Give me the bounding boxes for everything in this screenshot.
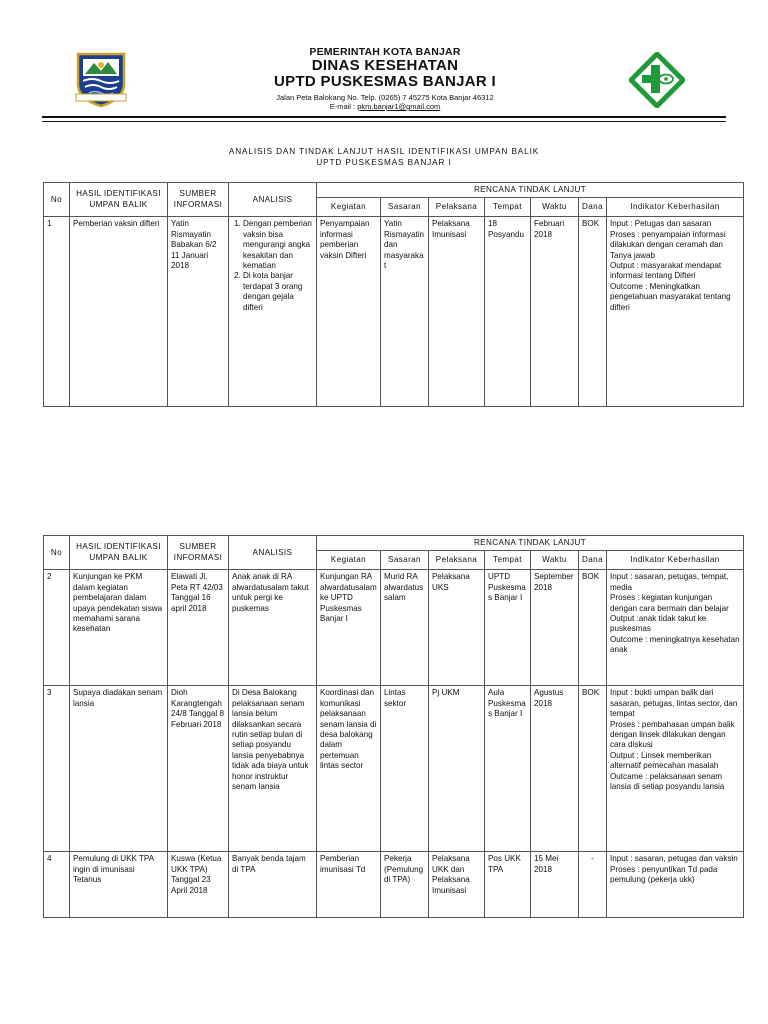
col-sasaran: Sasaran xyxy=(381,198,429,217)
col-dana: Dana xyxy=(579,551,607,570)
cell-indikator: Input : bukti umpan balik dari sasaran, petugas, lintas sector, dan tempat Proses : pembahasan umpan balik dengan linsek dilakukan dengan cara diskusi Output : Linsek memberikan alternatif pemecahan masalah Outcame : pelaksanaan senam lansia di setiap posyandu lansia xyxy=(607,686,744,852)
header-email-line xyxy=(230,102,540,111)
cell-waktu: September 2018 xyxy=(531,570,579,686)
col-dana: Dana xyxy=(579,198,607,217)
cell-tempat: UPTD Puskesmas Banjar I xyxy=(485,570,531,686)
col-rencana: RENCANA TINDAK LANJUT xyxy=(317,183,744,198)
cell-kegiatan: Kunjungan RA alwardatusalam ke UPTD Puskesmas Banjar I xyxy=(317,570,381,686)
cell-hasil: Pemulung di UKK TPA ingin di imunisasi Tetanus xyxy=(70,852,168,918)
cell-dana: BOK xyxy=(579,570,607,686)
cell-analisis: Anak anak di RA alwardatusalam takut untuk pergi ke puskemas xyxy=(229,570,317,686)
letterhead xyxy=(0,0,768,126)
col-analisis: ANALISIS xyxy=(229,536,317,570)
cell-waktu: Agustus 2018 xyxy=(531,686,579,852)
cell-pelaksana: Pj UKM xyxy=(429,686,485,852)
col-indikator: Indikator Keberhasilan xyxy=(607,198,744,217)
col-tempat: Tempat xyxy=(485,198,531,217)
cell-indikator: Input : sasaran, petugas, tempat, media Proses : kegiatan kunjungan dengan cara bermain dan belajar Output :anak tidak takut ke puskesmas Outcome : meningkatnya kesehatan anak xyxy=(607,570,744,686)
cell-sasaran: Lintas sektor xyxy=(381,686,429,852)
header-email-label: E-mail : xyxy=(329,102,356,111)
cell-sumber: Kuswa (Ketua UKK TPA) Tanggal 23 April 2018 xyxy=(168,852,229,918)
cell-pelaksana: Pelaksana UKS xyxy=(429,570,485,686)
cell-sumber: Elawati Jl. Peta RT 42/03 Tanggal 16 april 2018 xyxy=(168,570,229,686)
col-sumber: SUMBER INFORMASI xyxy=(168,183,229,217)
cell-sasaran: Murid RA alwardatussalam xyxy=(381,570,429,686)
cell-dana: BOK xyxy=(579,217,607,407)
header-dept: DINAS KESEHATAN xyxy=(311,57,459,74)
cell-waktu: Februari 2018 xyxy=(531,217,579,407)
cell-waktu: 15 Mei 2018 xyxy=(531,852,579,918)
analisis-list xyxy=(232,219,313,313)
table-row xyxy=(44,570,744,686)
col-kegiatan: Kegiatan xyxy=(317,551,381,570)
cell-indikator: Input : sasaran, petugas dan vaksin Proses : penyuntikan Td pada pemulung (pekerja ukk) xyxy=(607,852,744,918)
cell-tempat: Pos UKK TPA xyxy=(485,852,531,918)
header-unit: UPTD PUSKESMAS BANJAR I xyxy=(274,73,496,90)
col-waktu: Waktu xyxy=(531,551,579,570)
cell-dana: BOK xyxy=(579,686,607,852)
col-tempat: Tempat xyxy=(485,551,531,570)
cell-kegiatan: Penyampaian informasi pemberian vaksin Difteri xyxy=(317,217,381,407)
cell-pelaksana: Pelaksana Imunisasi xyxy=(429,217,485,407)
cell-analisis: Banyak benda tajam di TPA xyxy=(229,852,317,918)
cell-tempat: Aula Puskesmas Banjar I xyxy=(485,686,531,852)
kota-banjar-emblem-icon xyxy=(74,50,128,113)
cell-indikator: Input : Petugas dan sasaran Proses : penyampaian informasi dilakukan dengan ceramah dan Tanya jawab Output : masyarakat mendapat informasi tentang Difteri Outcome : Meningkatkan pengetahuan masyarakat tentang difteri xyxy=(607,217,744,407)
col-waktu: Waktu xyxy=(531,198,579,217)
cell-sumber: Dioh Karangtengah 24/8 Tanggal 8 Februari 2018 xyxy=(168,686,229,852)
feedback-table-1 xyxy=(43,182,744,407)
cell-tempat: 18 Posyandu xyxy=(485,217,531,407)
cell-dana: - xyxy=(579,852,607,918)
cell-no: 1 xyxy=(44,217,70,407)
col-sumber: SUMBER INFORMASI xyxy=(168,536,229,570)
cell-hasil: Pemberian vaksin difteri xyxy=(70,217,168,407)
cell-hasil: Supaya diadakan senam lansia xyxy=(70,686,168,852)
cell-sasaran: Pekerja (Pemulung di TPA) xyxy=(381,852,429,918)
header-rule-thick xyxy=(42,116,726,118)
col-hasil: HASIL IDENTIFIKASI UMPAN BALIK xyxy=(70,536,168,570)
col-no: No xyxy=(44,536,70,570)
col-no: No xyxy=(44,183,70,217)
cell-no: 2 xyxy=(44,570,70,686)
cell-no: 4 xyxy=(44,852,70,918)
list-item: 2. Di kota banjar terdapat 3 orang dengan gejala difteri xyxy=(243,271,313,313)
header-address: Jalan Peta Balokang No. Telp. (0265) 7 45275 Kota Banjar 46312 xyxy=(276,93,494,102)
col-sasaran: Sasaran xyxy=(381,551,429,570)
table-row xyxy=(44,686,744,852)
header-gov: PEMERINTAH KOTA BANJAR xyxy=(309,46,461,58)
col-hasil: HASIL IDENTIFIKASI UMPAN BALIK xyxy=(70,183,168,217)
cell-no: 3 xyxy=(44,686,70,852)
cell-kegiatan: Pemberian imunisasi Td xyxy=(317,852,381,918)
cell-pelaksana: Pelaksana UKK dan Pelaksana Imunisasi xyxy=(429,852,485,918)
col-kegiatan: Kegiatan xyxy=(317,198,381,217)
header-rule-thin xyxy=(42,121,726,122)
col-indikator: Indikator Keberhasilan xyxy=(607,551,744,570)
table-row xyxy=(44,852,744,918)
cell-sasaran: Yatin Rismayatin dan masyarakat xyxy=(381,217,429,407)
col-pelaksana: Pelaksana xyxy=(429,551,485,570)
cell-sumber: Yatin Rismayatin Babakan 6/2 11 Januari 2018 xyxy=(168,217,229,407)
doc-title: ANALISIS DAN TINDAK LANJUT HASIL IDENTIFIKASI UMPAN BALIK xyxy=(228,147,540,156)
list-item: 1. Dengan pemberian vaksin bisa mengurangi angka kesakitan dan kematian xyxy=(243,219,313,271)
table-row xyxy=(44,217,744,407)
header-email: pkm.banjar1@gmail.com xyxy=(357,102,441,111)
col-analisis: ANALISIS xyxy=(229,183,317,217)
doc-subtitle: UPTD PUSKESMAS BANJAR I xyxy=(316,158,452,167)
feedback-table-2 xyxy=(43,535,744,918)
cell-analisis xyxy=(229,217,317,407)
puskesmas-cross-emblem-icon xyxy=(629,52,685,113)
col-pelaksana: Pelaksana xyxy=(429,198,485,217)
cell-hasil: Kunjungan ke PKM dalam kegiatan pembelajaran dalam upaya pendekatan siswa memahami sarana kesehatan xyxy=(70,570,168,686)
col-rencana: RENCANA TINDAK LANJUT xyxy=(317,536,744,551)
cell-analisis: Di Desa Balokang pelaksanaan senam lansia belum dilaksankan secara rutin setiap bulan di setiap posyandu lansia penyebabnya tidak ada biaya untuk honor instruktur senam lansia xyxy=(229,686,317,852)
cell-kegiatan: Koordinasi dan komunikasi pelaksanaan senam lansia di desa balokang dalam pertemuan lintas sector xyxy=(317,686,381,852)
